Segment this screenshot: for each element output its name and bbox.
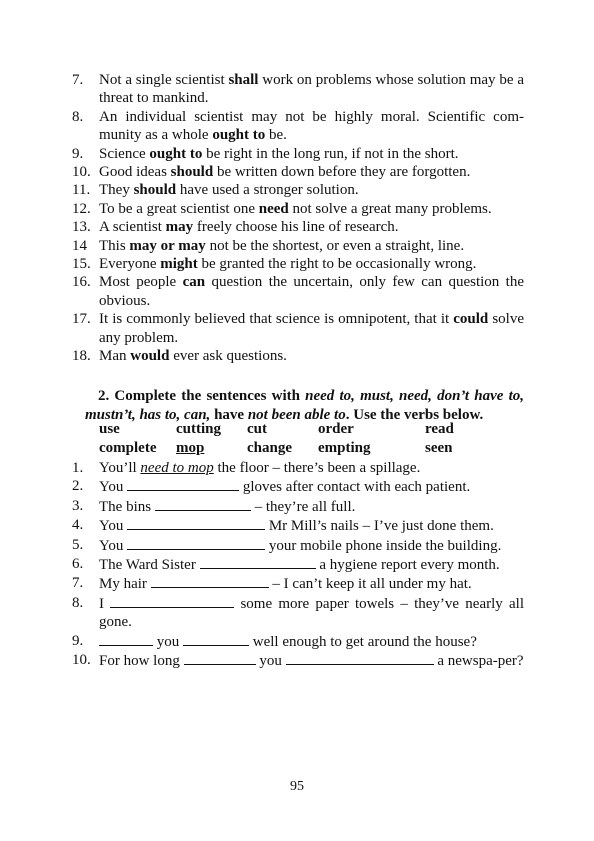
item-text — [99, 237, 524, 255]
list-item — [72, 145, 524, 163]
item-number: 6. — [72, 556, 84, 573]
list-item — [72, 497, 524, 516]
text-run: a newspa-per? — [433, 653, 524, 670]
list-item — [72, 71, 524, 108]
item-number: 3. — [72, 497, 84, 514]
item-text — [99, 574, 524, 593]
text-run: you — [153, 633, 183, 650]
list-item — [72, 536, 524, 555]
list-item — [72, 310, 524, 347]
italic-text: need to, must, need, don’t have to, mustn’t, has to, can, — [85, 388, 524, 423]
list-item — [72, 108, 524, 145]
item-number: 1. — [72, 460, 84, 476]
text-run: You — [99, 537, 128, 554]
verb-complete: complete — [99, 440, 157, 456]
verb-change: change — [247, 440, 292, 456]
text-run: Science — [99, 145, 150, 162]
text-run: An individual scientist may not be highly moral. Scientific com-munity as a whole — [99, 108, 524, 144]
verb-empting: empting — [318, 440, 371, 456]
list-item — [72, 459, 524, 477]
item-number: 7. — [72, 575, 84, 592]
text-run: – I can’t keep it all under my hat. — [268, 576, 472, 593]
text-run: some more paper towels – they’ve nearly all gone. — [99, 595, 525, 631]
text-run: Man — [99, 348, 131, 365]
modal-verb: can — [182, 274, 206, 291]
item-text — [99, 555, 524, 574]
list-item — [72, 594, 524, 632]
exercise-2-instruction — [85, 387, 524, 425]
text-run: For how long — [99, 653, 184, 670]
text-run: Mr Mill’s nails – I’ve just done them. — [265, 518, 494, 535]
text-run: be right in the long run, if not in the short. — [202, 145, 459, 162]
item-number: 7. — [72, 72, 84, 88]
text-run: It is commonly believed that science is omnipotent, that it — [99, 311, 454, 328]
text-run: work on problems whose solution may be a threat to mankind. — [99, 72, 524, 107]
answer-blank[interactable] — [155, 497, 251, 511]
item-text — [99, 218, 524, 236]
item-number: 11. — [72, 182, 91, 199]
list-item — [72, 347, 524, 365]
text-run: . Use the verbs below. — [345, 407, 484, 423]
item-number: 9. — [72, 145, 84, 162]
example-answer: need to mop — [140, 460, 214, 476]
text-run: be. — [265, 127, 287, 144]
list-item — [72, 237, 524, 255]
verb-seen: seen — [425, 440, 453, 456]
answer-blank[interactable] — [110, 594, 234, 608]
modal-verb: should — [170, 164, 214, 181]
exercise-2-list — [72, 459, 524, 670]
text-run: You — [99, 518, 128, 535]
text-run: be written down before they are forgotten. — [213, 164, 471, 181]
verb-read: read — [425, 421, 454, 437]
text-run: you — [255, 653, 286, 670]
text-run: Everyone — [99, 256, 161, 273]
text-run: the floor – there’s been a spillage. — [213, 460, 421, 476]
list-item — [72, 516, 524, 535]
text-run: This — [99, 237, 130, 254]
list-item — [72, 273, 524, 310]
item-number: 8. — [72, 108, 84, 125]
item-number: 10. — [72, 652, 91, 669]
answer-blank[interactable] — [200, 555, 316, 569]
text-run: Not a single scientist — [99, 72, 229, 88]
item-number: 2. — [72, 478, 84, 495]
text-run: 2. Complete the sentences with — [98, 388, 306, 404]
text-run: The Ward Sister — [99, 557, 200, 574]
item-text — [99, 310, 524, 347]
item-number: 18. — [72, 348, 91, 365]
list-item — [72, 255, 524, 273]
text-run: freely choose his line of research. — [193, 219, 399, 236]
text-run: Most people — [99, 274, 183, 291]
answer-blank[interactable] — [127, 536, 265, 550]
item-number: 4. — [72, 517, 84, 534]
list-item — [72, 181, 524, 199]
item-text — [99, 181, 524, 199]
item-text — [99, 459, 524, 477]
modal-verb: need — [258, 200, 289, 217]
text-run: be granted the right to be occasionally wrong. — [197, 256, 477, 273]
text-run: A scientist — [99, 219, 166, 236]
modal-verb: might — [160, 256, 198, 273]
item-text — [99, 163, 524, 181]
list-item — [72, 574, 524, 593]
item-number: 9. — [72, 632, 84, 649]
modal-verb: ought to — [149, 145, 203, 162]
item-text — [99, 255, 524, 273]
item-text — [99, 71, 524, 108]
verb-cutting: cutting — [176, 421, 221, 437]
text-run: The bins — [99, 498, 155, 515]
item-text — [99, 200, 524, 218]
item-number: 17. — [72, 311, 91, 328]
modal-verb: ought to — [212, 127, 266, 144]
text-run: have — [210, 407, 248, 423]
text-run: You’ll — [99, 460, 141, 476]
text-run: gloves after contact with each patient. — [239, 479, 471, 496]
item-number: 14 — [72, 237, 87, 254]
text-run: have used a stronger solution. — [176, 182, 359, 199]
answer-blank[interactable] — [127, 516, 265, 530]
item-number: 10. — [72, 164, 91, 181]
list-item — [72, 218, 524, 236]
text-run: question the uncertain, only few can question the obvious. — [99, 274, 524, 309]
text-run: My hair — [99, 576, 151, 593]
answer-blank[interactable] — [99, 632, 153, 646]
list-item — [72, 651, 524, 670]
item-number: 15. — [72, 256, 91, 273]
item-number: 16. — [72, 274, 91, 291]
list-item — [72, 477, 524, 496]
answer-blank[interactable] — [127, 477, 239, 491]
text-run: To be a great scientist one — [99, 200, 259, 217]
answer-blank[interactable] — [151, 574, 269, 588]
italic-text: not been able to — [247, 407, 346, 423]
item-text — [99, 516, 524, 535]
modal-verb: would — [130, 348, 170, 365]
item-number: 5. — [72, 536, 84, 553]
text-run: You — [99, 479, 128, 496]
text-run: – they’re all full. — [250, 498, 356, 515]
item-number: 8. — [72, 594, 84, 611]
item-number: 12. — [72, 200, 91, 217]
text-run: ever ask questions. — [169, 348, 287, 365]
text-run: solve any problem. — [99, 311, 524, 346]
verb-use: use — [99, 421, 120, 437]
item-number: 13. — [72, 219, 91, 236]
verb-order: order — [318, 421, 354, 437]
item-text — [99, 536, 524, 555]
page-number: 95 — [290, 779, 304, 794]
modal-verb: may or may — [129, 237, 206, 254]
answer-blank[interactable] — [184, 651, 256, 665]
list-item — [72, 632, 524, 651]
text-run: well enough to get around the house? — [249, 633, 477, 650]
item-text — [99, 594, 524, 632]
list-item — [72, 555, 524, 574]
text-run: Good ideas — [99, 164, 171, 181]
item-text — [99, 273, 524, 310]
item-text — [99, 497, 524, 516]
text-run: I — [99, 595, 111, 612]
modal-verb: shall — [228, 72, 259, 88]
list-item — [72, 163, 524, 181]
list-item — [72, 200, 524, 218]
item-text — [99, 651, 524, 670]
text-run: your mobile phone inside the building. — [265, 537, 502, 554]
item-text — [99, 347, 524, 365]
text-run: They — [99, 182, 134, 199]
text-run: not be the shortest, or even a straight, line. — [205, 237, 465, 254]
exercise-1-list — [72, 71, 524, 366]
modal-verb: may — [165, 219, 194, 236]
modal-verb: should — [133, 182, 177, 199]
text-run: not solve a great many problems. — [288, 200, 492, 217]
verb-mop: mop — [176, 440, 205, 456]
verb-cut: cut — [247, 421, 267, 437]
answer-blank[interactable] — [286, 651, 434, 665]
text-run: a hygiene report every month. — [315, 557, 500, 574]
item-text — [99, 632, 524, 651]
answer-blank[interactable] — [183, 632, 249, 646]
item-text — [99, 108, 524, 145]
item-text — [99, 477, 524, 496]
modal-verb: could — [453, 311, 489, 328]
item-text — [99, 145, 524, 163]
